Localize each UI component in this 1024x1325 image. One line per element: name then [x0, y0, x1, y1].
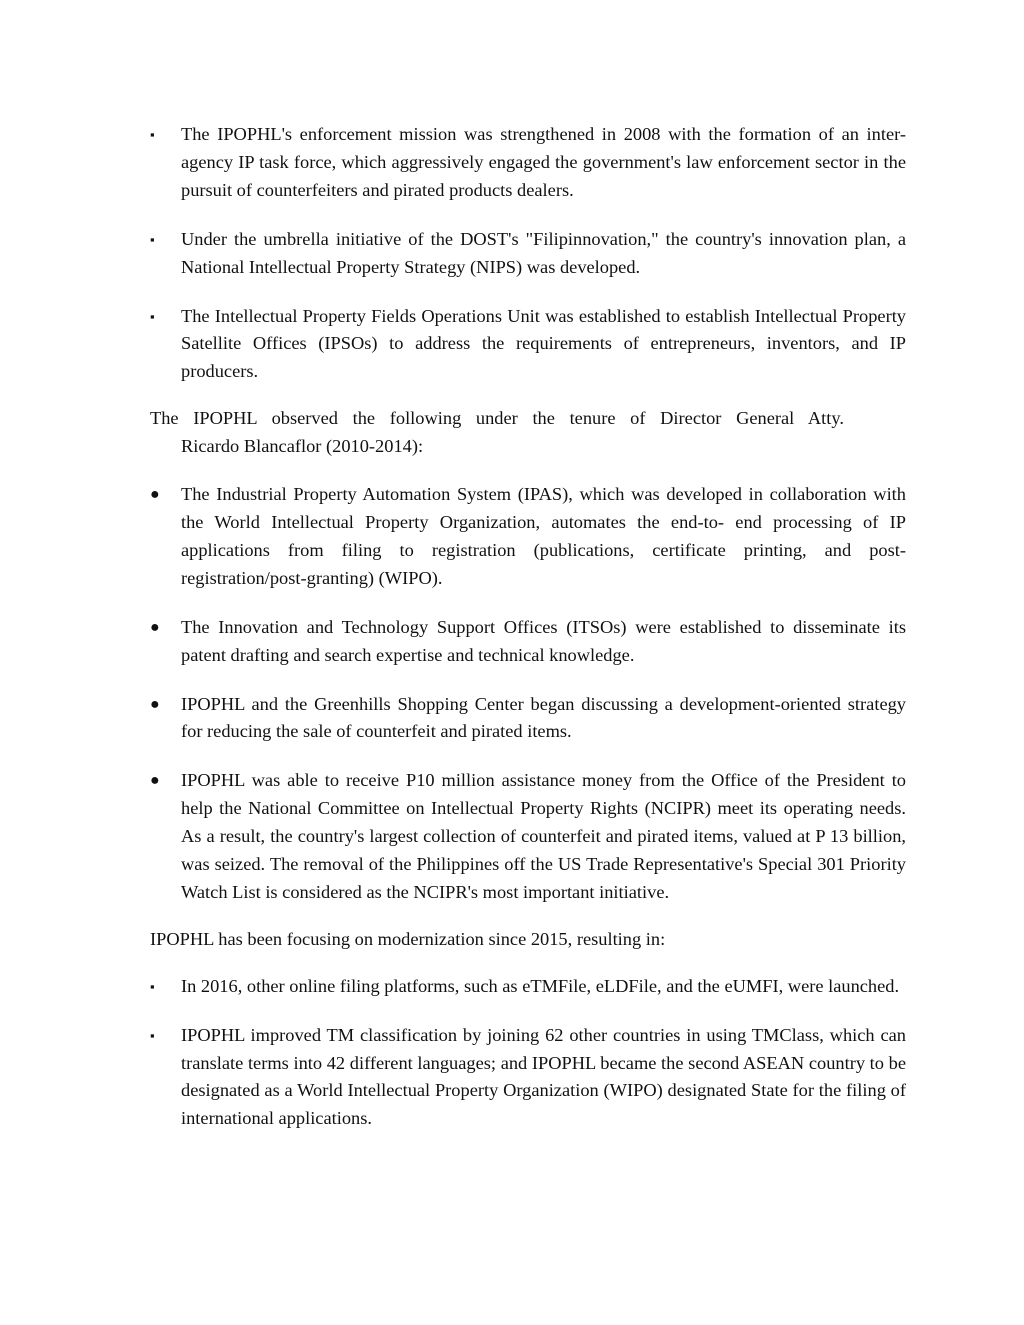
square-bullet-icon: ▪ — [150, 127, 155, 142]
bullet-text: IPOPHL and the Greenhills Shopping Center began discussing a development-oriented strategy for reducing the sale of counterfeit and pirated items. — [181, 693, 906, 742]
bullet-item — [150, 481, 906, 593]
bullet-text: The Innovation and Technology Support Offices (ITSOs) were established to disseminate its patent drafting and search expertise and technical knowledge. — [181, 616, 906, 665]
modernization-paragraph: IPOPHL has been focusing on modernization since 2015, resulting in: — [150, 928, 666, 949]
bullet-text: The IPOPHL's enforcement mission was strengthened in 2008 with the formation of an inter-agency IP task force, which aggressively engaged the government's law enforcement sector in the pursuit of counterfeiters and pirated products dealers. — [181, 124, 906, 200]
bullet-item — [150, 691, 906, 747]
square-bullet-icon: ▪ — [150, 978, 155, 994]
intro-paragraph — [150, 405, 906, 461]
bullet-text: IPOPHL improved TM classification by joining 62 other countries in using TMClass, which can translate terms into 42 different languages; and IPOPHL became the second ASEAN country to be designated as a World Intellectual Property Organization (WIPO) designated State for the filing of international applications. — [181, 1024, 906, 1129]
paragraph-line: The IPOPHL observed the following under the tenure of Director General Atty. — [150, 408, 844, 429]
bullet-item — [150, 973, 906, 1001]
bullet-item — [150, 614, 906, 670]
square-bullet-icon: ▪ — [150, 231, 155, 247]
bullet-item — [150, 767, 906, 907]
round-bullet-icon: ● — [150, 486, 160, 504]
bullet-text: Under the umbrella initiative of the DOST's "Filipinnovation," the country's innovation plan, a National Intellectual Property Strategy (NIPS) was developed. — [181, 228, 906, 277]
bullet-text: The Industrial Property Automation System (IPAS), which was developed in collaboration with the World Intellectual Property Organization, automates the end-to- end processing of IP applications from filing to registration (publications, certificate printing, and post-registration/post-granting) (WIPO). — [181, 484, 906, 588]
bullet-item — [150, 226, 906, 282]
round-bullet-icon: ● — [150, 772, 160, 790]
bullet-text: The Intellectual Property Fields Operations Unit was established to establish Intellectual Property Satellite Offices (IPSOs) to address the requirements of entrepreneurs, inventors, and IP producers. — [181, 305, 906, 382]
bullet-text: In 2016, other online filing platforms, such as eTMFile, eLDFile, and the eUMFI, were launched. — [181, 975, 900, 996]
square-bullet-icon: ▪ — [150, 308, 155, 324]
round-bullet-icon: ● — [150, 618, 160, 636]
paragraph-line: Ricardo Blancaflor (2010-2014): — [181, 436, 424, 457]
bullet-item — [150, 121, 906, 205]
round-bullet-icon: ● — [150, 695, 160, 713]
bullet-text: IPOPHL was able to receive P10 million assistance money from the Office of the President to help the National Committee on Intellectual Property Rights (NCIPR) meet its operating needs. As a result, the country's largest collection of counterfeit and pirated items, valued at P 13 billion, was seized. The removal of the Philippines off the US Trade Representative's Special 301 Priority Watch List is considered as the NCIPR's most important initiative. — [181, 770, 906, 902]
square-bullet-icon: ▪ — [150, 1027, 155, 1043]
bullet-item — [150, 1022, 906, 1134]
document-body — [150, 121, 906, 1154]
bullet-item — [150, 303, 906, 387]
